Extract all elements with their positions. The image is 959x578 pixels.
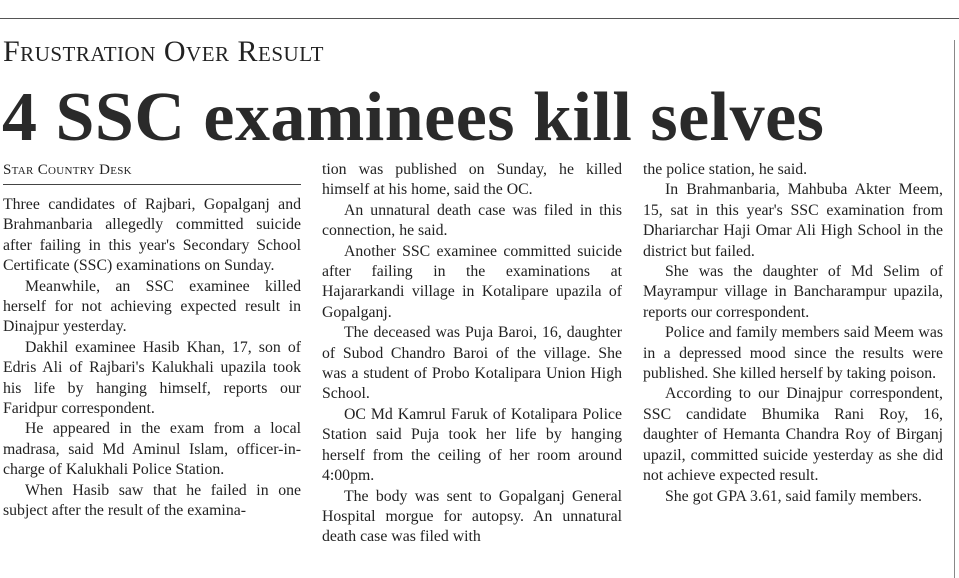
article-paragraph: tion was published on Sunday, he killed himself at his home, said the OC. — [322, 161, 622, 199]
article-byline: Star Country Desk — [3, 160, 301, 185]
top-rule — [0, 18, 959, 19]
article-column-2 — [322, 160, 622, 548]
article-paragraph: The deceased was Puja Baroi, 16, daughter of Subod Chandro Baroi of the village. She was a student of Probo Kotalipara Union High School. — [322, 324, 622, 403]
column-3-body — [643, 160, 943, 507]
article-column-1 — [3, 160, 301, 522]
article-paragraph: An unnatural death case was filed in this connection, he said. — [322, 201, 622, 240]
article-paragraph: Dakhil examinee Hasib Khan, 17, son of Edris Ali of Rajbari's Kalukhali upazila took his life by hanging himself, reports our Faridpur correspondent. — [3, 338, 301, 418]
article-kicker: Frustration Over Result — [3, 35, 324, 68]
article-paragraph: When Hasib saw that he failed in one subject after the result of the examina- — [3, 481, 301, 520]
article-paragraph: Meanwhile, an SSC examinee killed herself for not achieving expected result in Dinajpur yesterday. — [3, 277, 301, 336]
article-paragraph: In Brahmanbaria, Mahbuba Akter Meem, 15, sat in this year's SSC examination from Dhariarchar Haji Omar Ali High School in the district but failed. — [643, 181, 943, 260]
article-paragraph: According to our Dinajpur correspondent, SSC candidate Bhumika Rani Roy, 16, daughter of Hemanta Chandra Roy of Birganj upazil, committed suicide yesterday as she did not achieve expected result. — [643, 385, 943, 485]
article-paragraph: Police and family members said Meem was in a depressed mood since the results were published. She killed herself by taking poison. — [643, 324, 943, 383]
article-paragraph: OC Md Kamrul Faruk of Kotalipara Police Station said Puja took her life by hanging herself from the ceiling of her room around 4:00pm. — [322, 405, 622, 485]
article-paragraph: He appeared in the exam from a local madrasa, said Md Aminul Islam, officer-in-charge of Kalukhali Police Station. — [3, 420, 301, 479]
right-column-rule — [954, 40, 955, 578]
article-paragraph: She got GPA 3.61, said family members. — [665, 487, 922, 505]
article-paragraph: The body was sent to Gopalganj General Hospital morgue for autopsy. An unnatural death case was filed with — [322, 487, 622, 546]
article-paragraph: She was the daughter of Md Selim of Mayrampur village in Bancharampur upazila, reports our correspondent. — [643, 263, 943, 321]
article-paragraph: Another SSC examinee committed suicide after failing in the examinations at Hajararkandi village in Kotalipare upazila of Gopalganj. — [322, 242, 622, 321]
article-paragraph: the police station, he said. — [643, 161, 808, 178]
column-2-body — [322, 160, 622, 548]
article-headline: 4 SSC examinees kill selves — [2, 79, 825, 156]
article-column-3 — [643, 160, 943, 507]
article-paragraph: Three candidates of Rajbari, Gopalganj and Brahmanbaria allegedly committed suicide after failing in this year's Secondary School Certificate (SSC) examinations on Sunday. — [3, 196, 301, 275]
column-1-body — [3, 195, 301, 522]
